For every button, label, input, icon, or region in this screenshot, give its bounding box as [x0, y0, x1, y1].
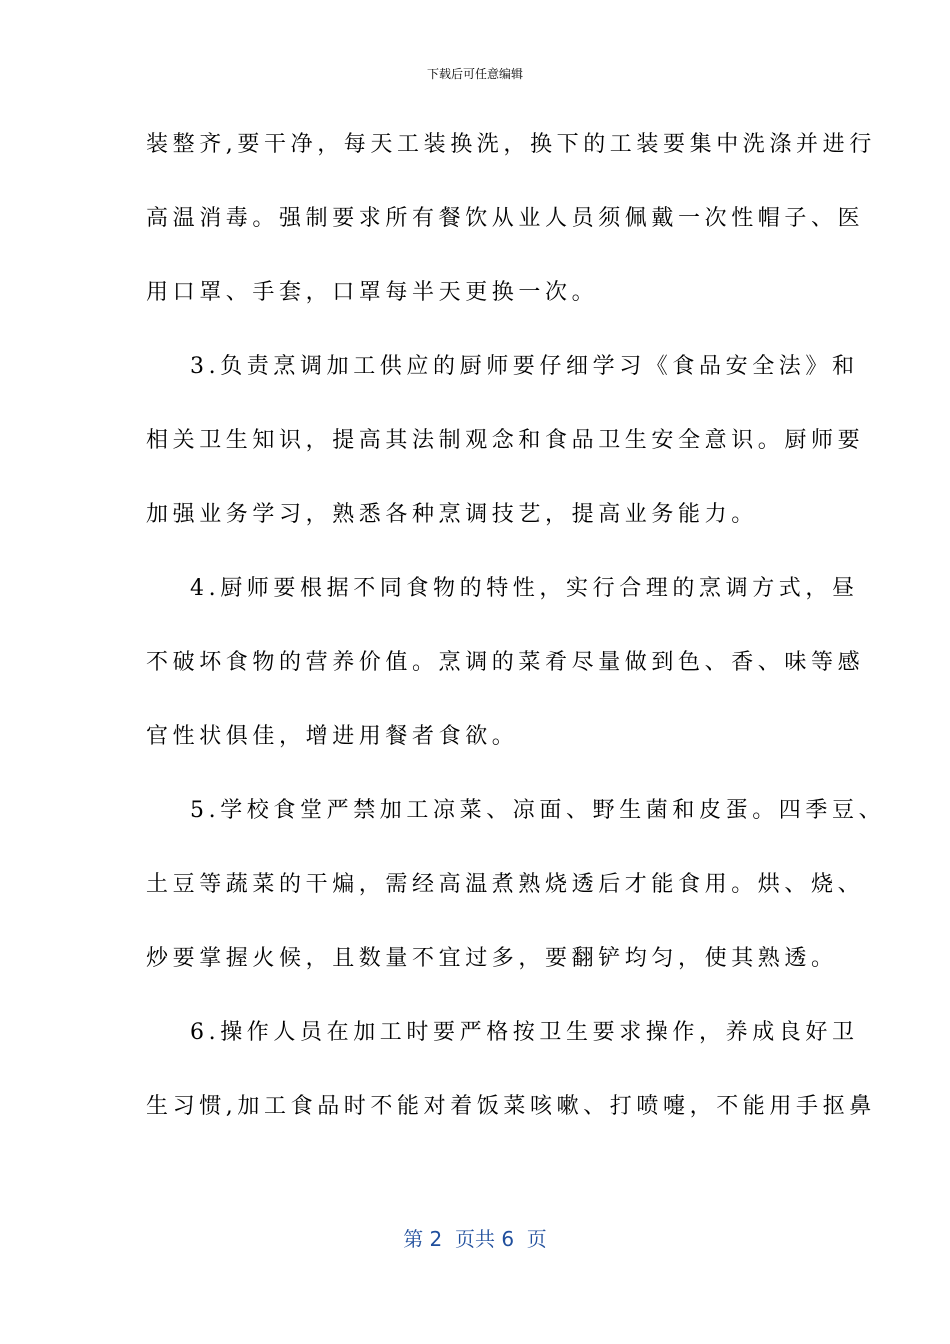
header-note: 下载后可任意编辑 [426, 67, 523, 81]
text-line: 加强业务学习，熟悉各种烹调技艺，提高业务能力。 [146, 502, 758, 527]
paragraph-5-start: 5.学校食堂严禁加工凉菜、凉面、野生菌和皮蛋。四季豆、 [190, 798, 886, 823]
text-line: 炒要掌握火候，且数量不宜过多，要翻铲均匀，使其熟透。 [146, 946, 838, 971]
text-line: 装整齐,要干净，每天工装换洗，换下的工装要集中洗涤并进行 [146, 132, 876, 157]
paragraph-3-start: 3.负责烹调加工供应的厨师要仔细学习《食品安全法》和 [190, 354, 859, 379]
text-line: 高温消毒。强制要求所有餐饮从业人员须佩戴一次性帽子、医 [146, 206, 865, 231]
page-number-footer: 第 2 页共 6 页 [403, 1227, 547, 1251]
text-line: 官性状俱佳，增进用餐者食欲。 [146, 724, 519, 749]
text-line: 相关卫生知识，提高其法制观念和食品卫生安全意识。厨师要 [146, 428, 865, 453]
body-text [146, 122, 886, 1158]
paragraph-4-start: 4.厨师要根据不同食物的特性，实行合理的烹调方式，昼 [190, 576, 859, 601]
text-line: 不破坏食物的营养价值。烹调的菜肴尽量做到色、香、味等感 [146, 650, 865, 675]
paragraph-6-start: 6.操作人员在加工时要严格按卫生要求操作，养成良好卫 [190, 1020, 859, 1045]
text-line: 用口罩、手套，口罩每半天更换一次。 [146, 280, 599, 305]
text-line: 生习惯,加工食品时不能对着饭菜咳嗽、打喷嚏，不能用手抠鼻 [146, 1094, 876, 1119]
text-line: 土豆等蔬菜的干煸，需经高温煮熟烧透后才能食用。烘、烧、 [146, 872, 865, 897]
